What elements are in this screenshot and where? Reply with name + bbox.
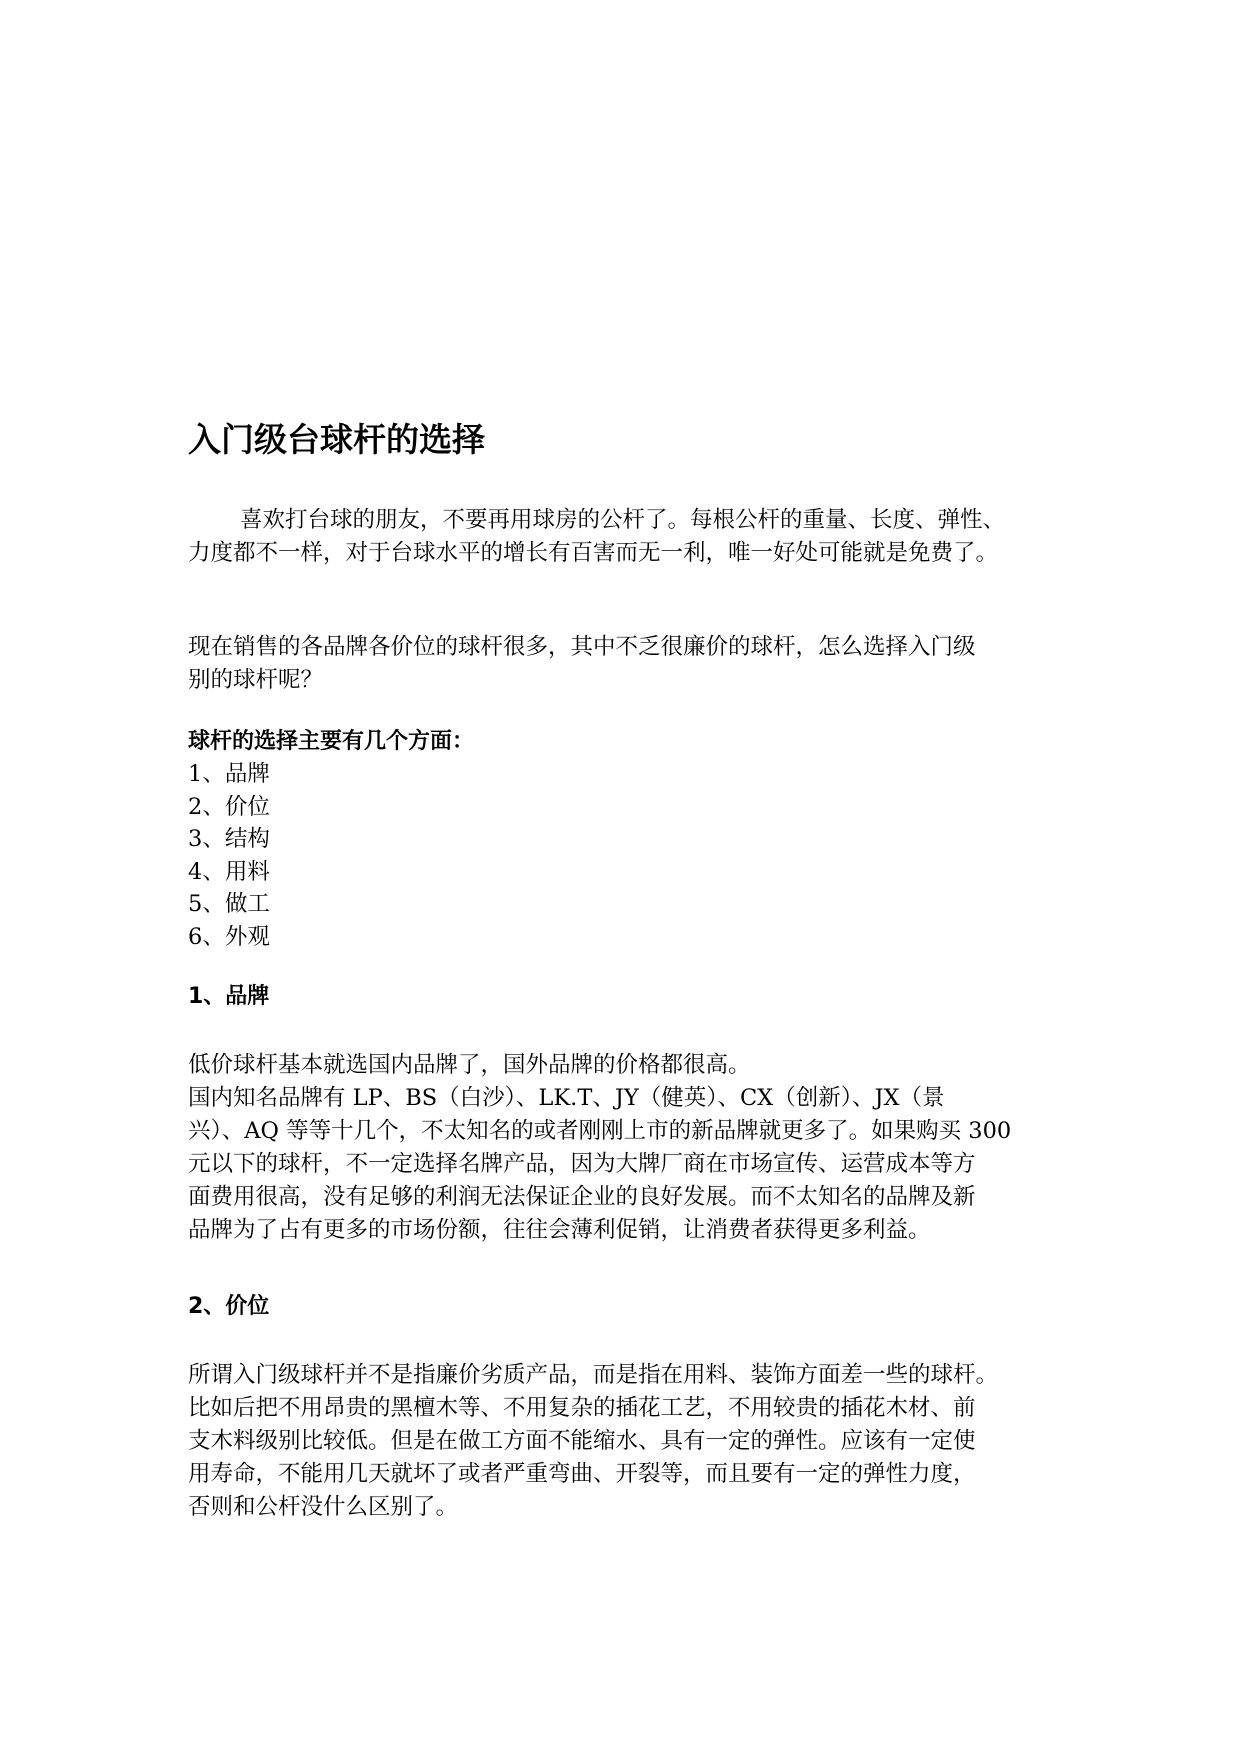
intro-line: 喜欢打台球的朋友，不要再用球房的公杆了。每根公杆的重量、长度、弹性、 bbox=[240, 507, 1006, 533]
price-paragraph bbox=[188, 1359, 1058, 1524]
brand-line: 品牌为了占有更多的市场份额，往往会薄利促销，让消费者获得更多利益。 bbox=[188, 1217, 931, 1243]
price-heading: 2、价位 bbox=[188, 1294, 270, 1319]
price-line: 否则和公杆没什么区别了。 bbox=[188, 1494, 459, 1520]
list-item: 6、外观 bbox=[188, 923, 270, 950]
price-line: 比如后把不用昂贵的黑檀木等、不用复杂的插花工艺，不用较贵的插花木材、前 bbox=[188, 1395, 976, 1421]
brand-line: 元以下的球杆，不一定选择名牌产品，因为大牌厂商在市场宣传、运营成本等方 bbox=[188, 1151, 976, 1177]
brand-line: 面费用很高，没有足够的利润无法保证企业的良好发展。而不太知名的品牌及新 bbox=[188, 1184, 976, 1210]
brand-heading: 1、品牌 bbox=[188, 984, 270, 1009]
list-item: 3、结构 bbox=[188, 826, 270, 853]
price-line: 支木料级别比较低。但是在做工方面不能缩水、具有一定的弹性。应该有一定使 bbox=[188, 1428, 976, 1454]
question-line: 别的球杆呢？ bbox=[188, 667, 324, 693]
list-item: 5、做工 bbox=[188, 891, 270, 918]
brand-line: 国内知名品牌有 LP、BS（白沙）、LK.T、JY（健英）、CX（创新）、JX（景 bbox=[188, 1085, 945, 1111]
intro-paragraph bbox=[188, 504, 1058, 570]
document-title: 入门级台球杆的选择 bbox=[188, 420, 485, 459]
brand-line: 兴）、AQ 等等十几个，不太知名的或者刚刚上市的新品牌就更多了。如果购买 300 bbox=[188, 1118, 1012, 1144]
brand-paragraph bbox=[188, 1049, 1058, 1247]
price-line: 所谓入门级球杆并不是指廉价劣质产品，而是指在用料、装饰方面差一些的球杆。 bbox=[188, 1362, 999, 1388]
brand-line: 低价球杆基本就选国内品牌了，国外品牌的价格都很高。 bbox=[188, 1052, 751, 1078]
intro-line: 力度都不一样，对于台球水平的增长有百害而无一利，唯一好处可能就是免费了。 bbox=[188, 540, 999, 566]
aspects-heading: 球杆的选择主要有几个方面： bbox=[188, 729, 475, 754]
list-item: 4、用料 bbox=[188, 858, 270, 885]
list-item: 2、价位 bbox=[188, 793, 270, 820]
price-line: 用寿命，不能用几天就坏了或者严重弯曲、开裂等，而且要有一定的弹性力度， bbox=[188, 1461, 976, 1487]
question-paragraph bbox=[188, 631, 1058, 697]
aspects-list bbox=[188, 758, 270, 954]
list-item: 1、品牌 bbox=[188, 761, 270, 787]
question-line: 现在销售的各品牌各价位的球杆很多，其中不乏很廉价的球杆，怎么选择入门级 bbox=[188, 634, 976, 660]
